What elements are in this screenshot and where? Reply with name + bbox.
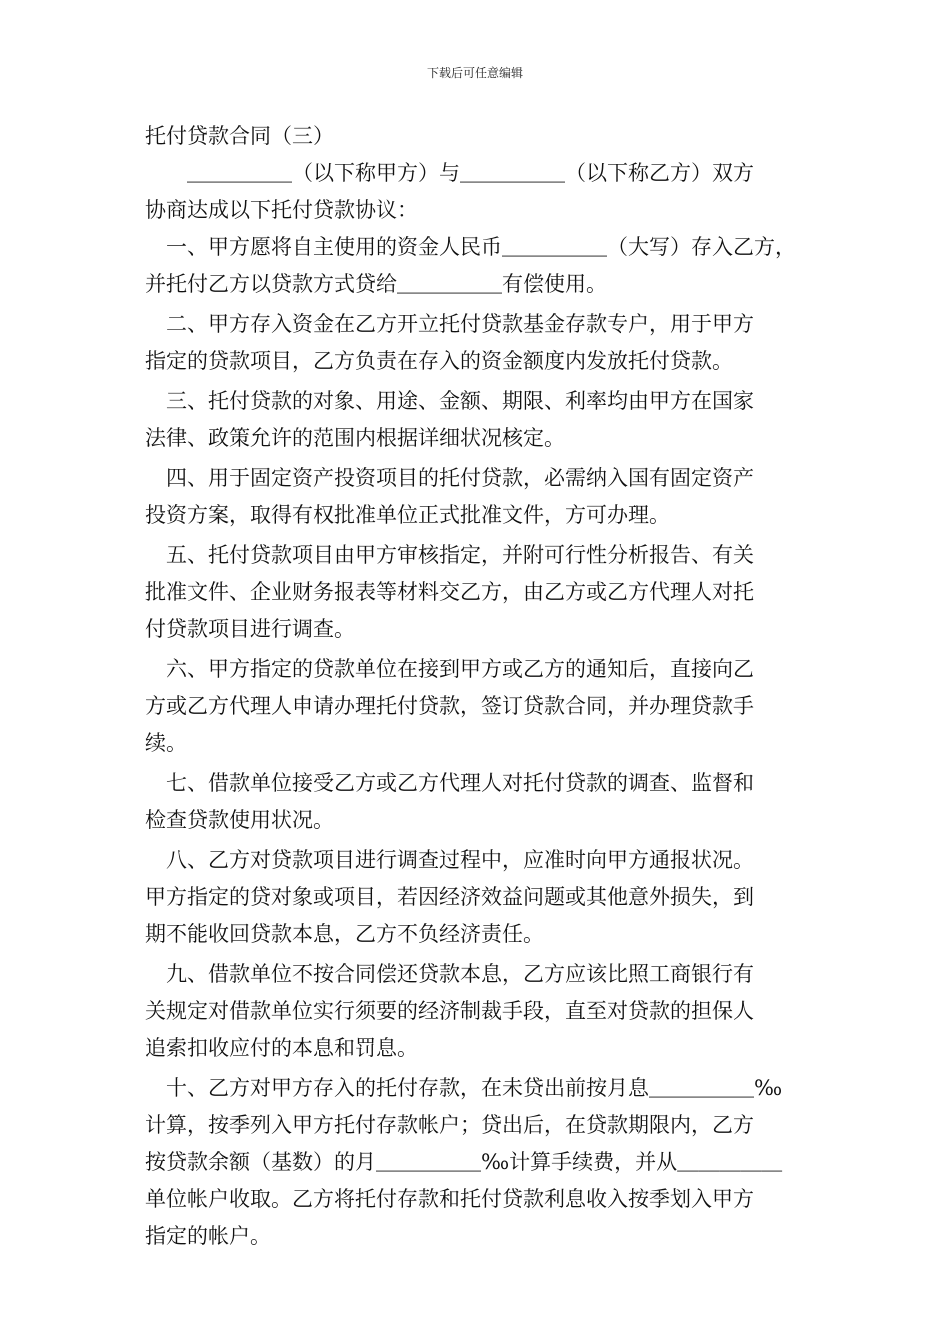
text-line: 方或乙方代理人申请办理托付贷款，签订贷款合同，并办理贷款手 (145, 694, 754, 718)
text-line: 投资方案，取得有权批准单位正式批准文件，方可办理。 (145, 503, 670, 527)
text-line: 付贷款项目进行调查。 (145, 617, 355, 641)
text-line: 续。 (145, 731, 187, 755)
clause-10 (145, 1070, 810, 1255)
clause-2 (145, 306, 810, 380)
text-line: 协商达成以下托付贷款协议： (145, 198, 418, 222)
text-line: 三、托付贷款的对象、用途、金额、期限、利率均由甲方在国家 (145, 389, 754, 413)
text-line: 十、乙方对甲方存入的托付存款，在未贷出前按月息＿＿＿＿＿‰ (145, 1076, 783, 1100)
clause-8 (145, 842, 810, 953)
text-line: 指定的贷款项目，乙方负责在存入的资金额度内发放托付贷款。 (145, 349, 733, 373)
clause-4 (145, 460, 810, 534)
text-line: 七、借款单位接受乙方或乙方代理人对托付贷款的调查、监督和 (145, 771, 754, 795)
clause-1 (145, 229, 810, 303)
text-line: 五、托付贷款项目由甲方审核指定，并附可行性分析报告、有关 (145, 543, 754, 567)
text-line: ＿＿＿＿＿（以下称甲方）与＿＿＿＿＿（以下称乙方）双方 (145, 161, 754, 185)
text-line: 六、甲方指定的贷款单位在接到甲方或乙方的通知后，直接向乙 (145, 657, 754, 681)
text-line: 计算，按季列入甲方托付存款帐户；贷出后，在贷款期限内，乙方 (145, 1113, 754, 1137)
clause-3 (145, 383, 810, 457)
document-title: 托付贷款合同（三） (145, 124, 334, 148)
text-line: 九、借款单位不按合同偿还贷款本息，乙方应该比照工商银行有 (145, 962, 754, 986)
text-line: 指定的帐户。 (145, 1224, 271, 1248)
clause-9 (145, 956, 810, 1067)
header-note: 下载后可任意编辑 (426, 66, 523, 80)
clause-7 (145, 765, 810, 839)
text-line: 检查贷款使用状况。 (145, 808, 334, 832)
text-line: 批准文件、企业财务报表等材料交乙方，由乙方或乙方代理人对托 (145, 580, 754, 604)
text-line: 二、甲方存入资金在乙方开立托付贷款基金存款专户，用于甲方 (145, 312, 754, 336)
text-line: 四、用于固定资产投资项目的托付贷款，必需纳入国有固定资产 (145, 466, 754, 490)
document-body (145, 118, 810, 1255)
text-line: 追索扣收应付的本息和罚息。 (145, 1036, 418, 1060)
text-line: 按贷款余额（基数）的月＿＿＿＿＿‰计算手续费，并从＿＿＿＿＿ (145, 1150, 783, 1174)
intro-para (145, 155, 810, 229)
text-line: 单位帐户收取。乙方将托付存款和托付贷款利息收入按季划入甲方 (145, 1187, 754, 1211)
text-line: 并托付乙方以贷款方式贷给＿＿＿＿＿有偿使用。 (145, 272, 607, 296)
clause-6 (145, 651, 810, 762)
text-line: 一、甲方愿将自主使用的资金人民币＿＿＿＿＿（大写）存入乙方， (145, 235, 796, 259)
paragraph-list (145, 155, 810, 1255)
text-line: 期不能收回贷款本息，乙方不负经济责任。 (145, 922, 544, 946)
text-line: 甲方指定的贷对象或项目，若因经济效益问题或其他意外损失，到 (145, 885, 754, 909)
text-line: 八、乙方对贷款项目进行调查过程中，应准时向甲方通报状况。 (145, 848, 754, 872)
text-line: 法律、政策允许的范围内根据详细状况核定。 (145, 426, 565, 450)
clause-5 (145, 537, 810, 648)
text-line: 关规定对借款单位实行须要的经济制裁手段，直至对贷款的担保人 (145, 999, 754, 1023)
